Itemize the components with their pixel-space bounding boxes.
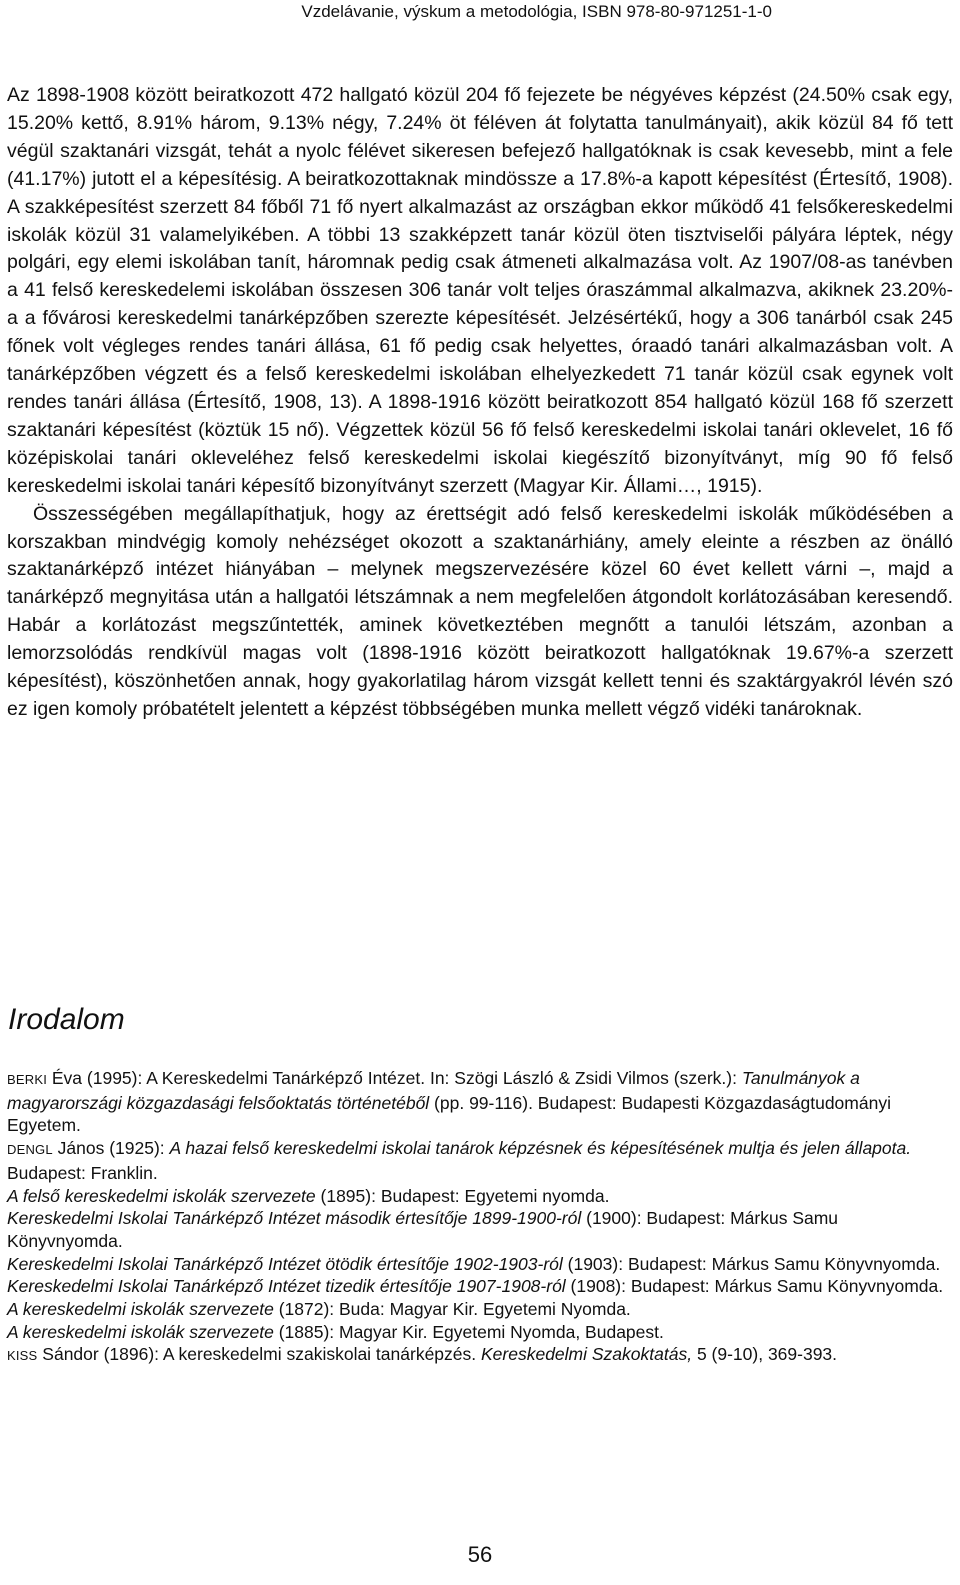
reference-item xyxy=(7,1298,953,1321)
reference-item xyxy=(7,1275,953,1298)
reference-title: Kereskedelmi Iskolai Tanárképző Intézet tizedik értesítője 1907-1908-ról xyxy=(7,1276,566,1297)
reference-title: A kereskedelmi iskolák szervezete xyxy=(7,1299,274,1320)
reference-publication: (pp. 99-116). Budapest: Budapesti Közgazdaságtudományi Egyetem. xyxy=(7,1092,891,1136)
reference-text: Sándor (1896): A kereskedelmi szakiskolai tanárképzés. xyxy=(37,1344,481,1365)
main-text xyxy=(7,82,953,724)
reference-title: Kereskedelmi Iskolai Tanárképző Intézet második értesítője 1899-1900-ról xyxy=(7,1208,582,1229)
reference-publication: (1908): Budapest: Márkus Samu Könyvnyomda. xyxy=(565,1276,944,1297)
reference-item xyxy=(7,1321,953,1344)
reference-text: János (1925): xyxy=(52,1138,170,1159)
running-header: Vzdelávanie, výskum a metodológia, ISBN 978-80-971251-1-0 xyxy=(301,2,772,21)
reference-item xyxy=(7,1207,953,1252)
references-heading: Irodalom xyxy=(8,1003,125,1036)
reference-title: A hazai felső kereskedelmi iskolai tanárok képzésnek és képesítésének multja és jelen állapota. xyxy=(169,1138,912,1159)
reference-item xyxy=(7,1137,953,1184)
reference-author: BERKI xyxy=(7,1072,48,1087)
reference-author: KISS xyxy=(7,1348,38,1364)
reference-publication: (1903): Budapest: Márkus Samu Könyvnyomda. xyxy=(562,1253,941,1274)
page-number: 56 xyxy=(467,1542,493,1567)
reference-title: Tanulmányok a magyarországi közgazdasági felsőoktatás történetéből xyxy=(7,1068,860,1113)
reference-item xyxy=(7,1185,953,1208)
reference-publication: (1900): Budapest: Márkus Samu Könyvnyomda. xyxy=(7,1208,839,1251)
reference-publication: 5 (9-10), 369-393. xyxy=(692,1344,838,1365)
reference-item xyxy=(7,1253,953,1276)
reference-publication: Budapest: Franklin. xyxy=(7,1162,158,1183)
paragraph-conclusion: Összességében megállapíthatjuk, hogy az érettségit adó felső kereskedelmi iskolák működésében a korszakban mindvégig komoly nehézséget okozott a szaktanárhiány, amely eleinte a részben az önálló szaktanárképző intézet hiányában – melynek megszervezésére közel 60 évet kellett várni –, majd a tanárképző megnyitása után a hallgatói létszámnak a nem megfelelően átgondolt korlátozásában keresendő. Habár a korlátozást megszűntették, aminek következtében megnőtt a tanulói létszám, azonban a lemorzsolódás rendkívül magas volt (1898-1916 között beiratkozott hallgatóknak 19.67%-a szerzett képesítést), köszönhetően annak, hogy gyakorlatilag három vizsgát kellett tenni és szaktárgyakról lévén szó ez igen komoly próbatételt jelentett a képzést többségében munka mellett végző vidéki tanároknak. xyxy=(7,502,953,720)
reference-title: Kereskedelmi Szakoktatás, xyxy=(481,1344,693,1365)
paragraph-statistics: Az 1898-1908 között beiratkozott 472 hallgató közül 204 fő fejezete be négyéves képzést (24.50% csak egy, 15.20% kettő, 8.91% három, 9.13% négy, 7.24% öt féléven át folytatta tanulmányait), akik közül 84 fő tett végül szaktanári vizsgát, tehát a nyolc félévet sikeresen befejező hallgatóknak is csak kevesebb, mint a fele (41.17%) jutott el a képesítésig. A beiratkozottaknak mindössze a 17.8%-a kapott képesítést (Értesítő, 1908). A szakképesítést szerzett 84 főből 71 fő nyert alkalmazást az országban ekkor működő 41 felsőkereskedelmi iskolák közül 31 valamelyikében. A többi 13 szakképzett tanár közül öten tisztviselői pályára léptek, négy polgári, egy elemi iskolában tanít, háromnak pedig csak átmeneti alkalmazása volt. Az 1907/08-as tanévben a 41 felső kereskedelemi iskolában összesen 306 tanár volt teljes óraszámmal alkalmazva, akiknek 23.20%-a a fővárosi kereskedelmi tanárképzőben szerezte képesítését. Jelzésértékű, hogy a 306 tanárból csak 245 főnek volt végleges rendes tanári állása, 61 fő pedig csak helyettes, óraadó tanári alkalmazásban volt. A tanárképzőben végzett és a felső kereskedelmi iskolában elhelyezkedett 71 tanár közül csak egynek volt rendes tanári állása (Értesítő, 1908, 13). A 1898-1916 között beiratkozott 854 hallgató közül 168 fő szerzett szaktanári képesítést (köztük 15 nő). Végzettek közül 56 fő felső kereskedelmi iskolai tanári oklevelet, 16 fő középiskolai tanári okleveléhez felső kereskedelmi iskolai kiegészítő bizonyítványt, míg 90 fő felső kereskedelmi iskolai tanári képesítő bizonyítványt szerzett (Magyar Kir. Állami…, 1915). xyxy=(7,84,953,497)
reference-item xyxy=(7,1067,953,1137)
reference-publication: (1885): Magyar Kir. Egyetemi Nyomda, Budapest. xyxy=(273,1321,664,1342)
reference-publication: (1895): Budapest: Egyetemi nyomda. xyxy=(315,1185,610,1206)
reference-list xyxy=(7,1067,953,1368)
reference-title: A kereskedelmi iskolák szervezete xyxy=(7,1321,274,1342)
reference-item xyxy=(7,1343,953,1368)
reference-text: Éva (1995): A Kereskedelmi Tanárképző Intézet. In: Szögi László & Zsidi Vilmos (szerk.): xyxy=(47,1068,742,1088)
reference-publication: (1872): Buda: Magyar Kir. Egyetemi Nyomda. xyxy=(273,1299,631,1320)
reference-author: DENGL xyxy=(7,1142,53,1158)
reference-title: A felső kereskedelmi iskolák szervezete xyxy=(7,1185,316,1206)
reference-title: Kereskedelmi Iskolai Tanárképző Intézet ötödik értesítője 1902-1903-ról xyxy=(7,1253,563,1274)
